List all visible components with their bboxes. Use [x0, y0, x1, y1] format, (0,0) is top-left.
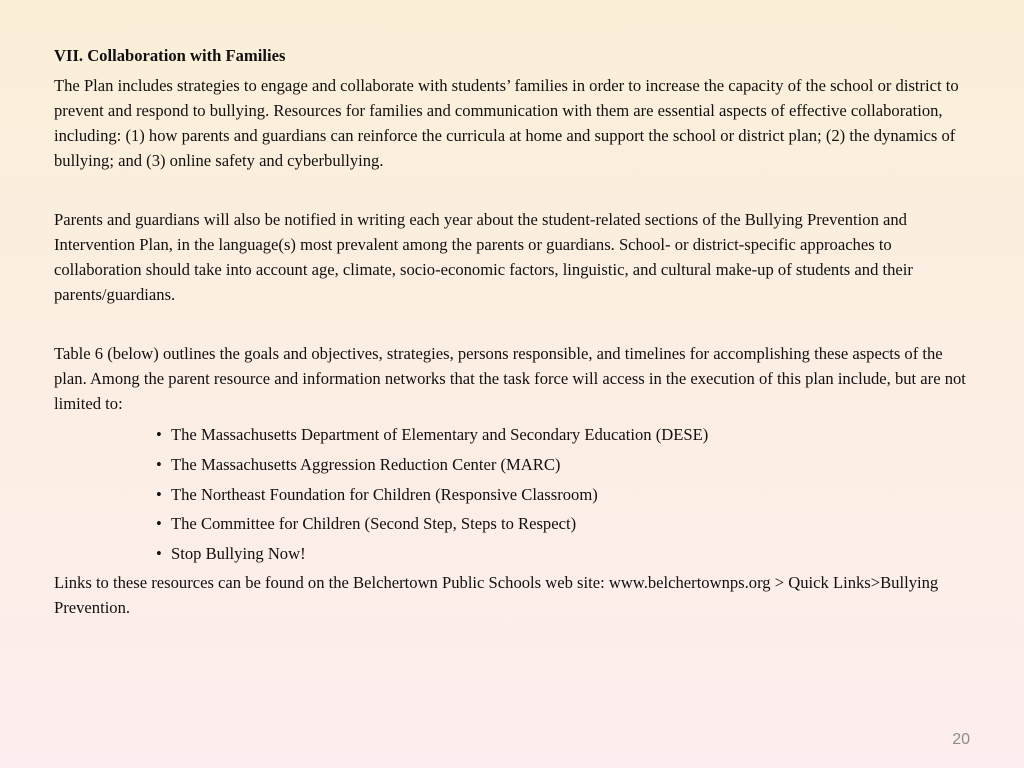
bullet-icon: •	[156, 454, 162, 474]
page-content	[54, 44, 974, 620]
resource-nefc: The Northeast Foundation for Children (Responsive Classroom)	[171, 484, 598, 504]
list-item	[156, 480, 974, 510]
bullet-icon: •	[156, 544, 162, 564]
list-item	[156, 539, 974, 569]
page-number: 20	[952, 731, 970, 748]
list-item	[156, 420, 974, 450]
resource-marc: The Massachusetts Aggression Reduction Center (MARC)	[171, 454, 561, 474]
resource-stop-bullying: Stop Bullying Now!	[171, 544, 306, 564]
bullet-icon: •	[156, 484, 162, 504]
resource-dese: The Massachusetts Department of Elementary and Secondary Education (DESE)	[171, 425, 709, 444]
resource-cfc: The Committee for Children (Second Step, Steps to Respect)	[171, 514, 577, 534]
list-item	[156, 509, 974, 539]
paragraph-intro: The Plan includes strategies to engage and collaborate with students’ families in order to increase the capacity of the school or district to prevent and respond to bullying. Resources for families and communication with them are essential aspects of effective collaboration, including: (1) how parents and guardians can reinforce the curricula at home and support the school or district plan; (2) the dynamics of bullying; and (3) online safety and cyberbullying.	[54, 76, 959, 170]
bullet-icon: •	[156, 514, 162, 534]
links-paragraph: Links to these resources can be found on the Belchertown Public Schools web site: www.belchertownps.org > Quick Links>Bullying Prevention.	[54, 572, 939, 617]
bullet-icon: •	[156, 425, 162, 444]
section-heading: VII. Collaboration with Families	[54, 46, 286, 65]
list-item	[156, 450, 974, 480]
paragraph-table-outline: Table 6 (below) outlines the goals and objectives, strategies, persons responsible, and timelines for accomplishing these aspects of the plan. Among the parent resource and information networks that the task force will access in the execution of this plan include, but are not limited to:	[54, 344, 966, 413]
paragraph-notification: Parents and guardians will also be notified in writing each year about the student-related sections of the Bullying Prevention and Intervention Plan, in the language(s) most prevalent among the parents or guardians. School- or district-specific approaches to collaboration should take into account age, climate, socio-economic factors, linguistic, and cultural make-up of students and their parents/guardians.	[54, 210, 913, 304]
resource-list	[54, 420, 974, 569]
